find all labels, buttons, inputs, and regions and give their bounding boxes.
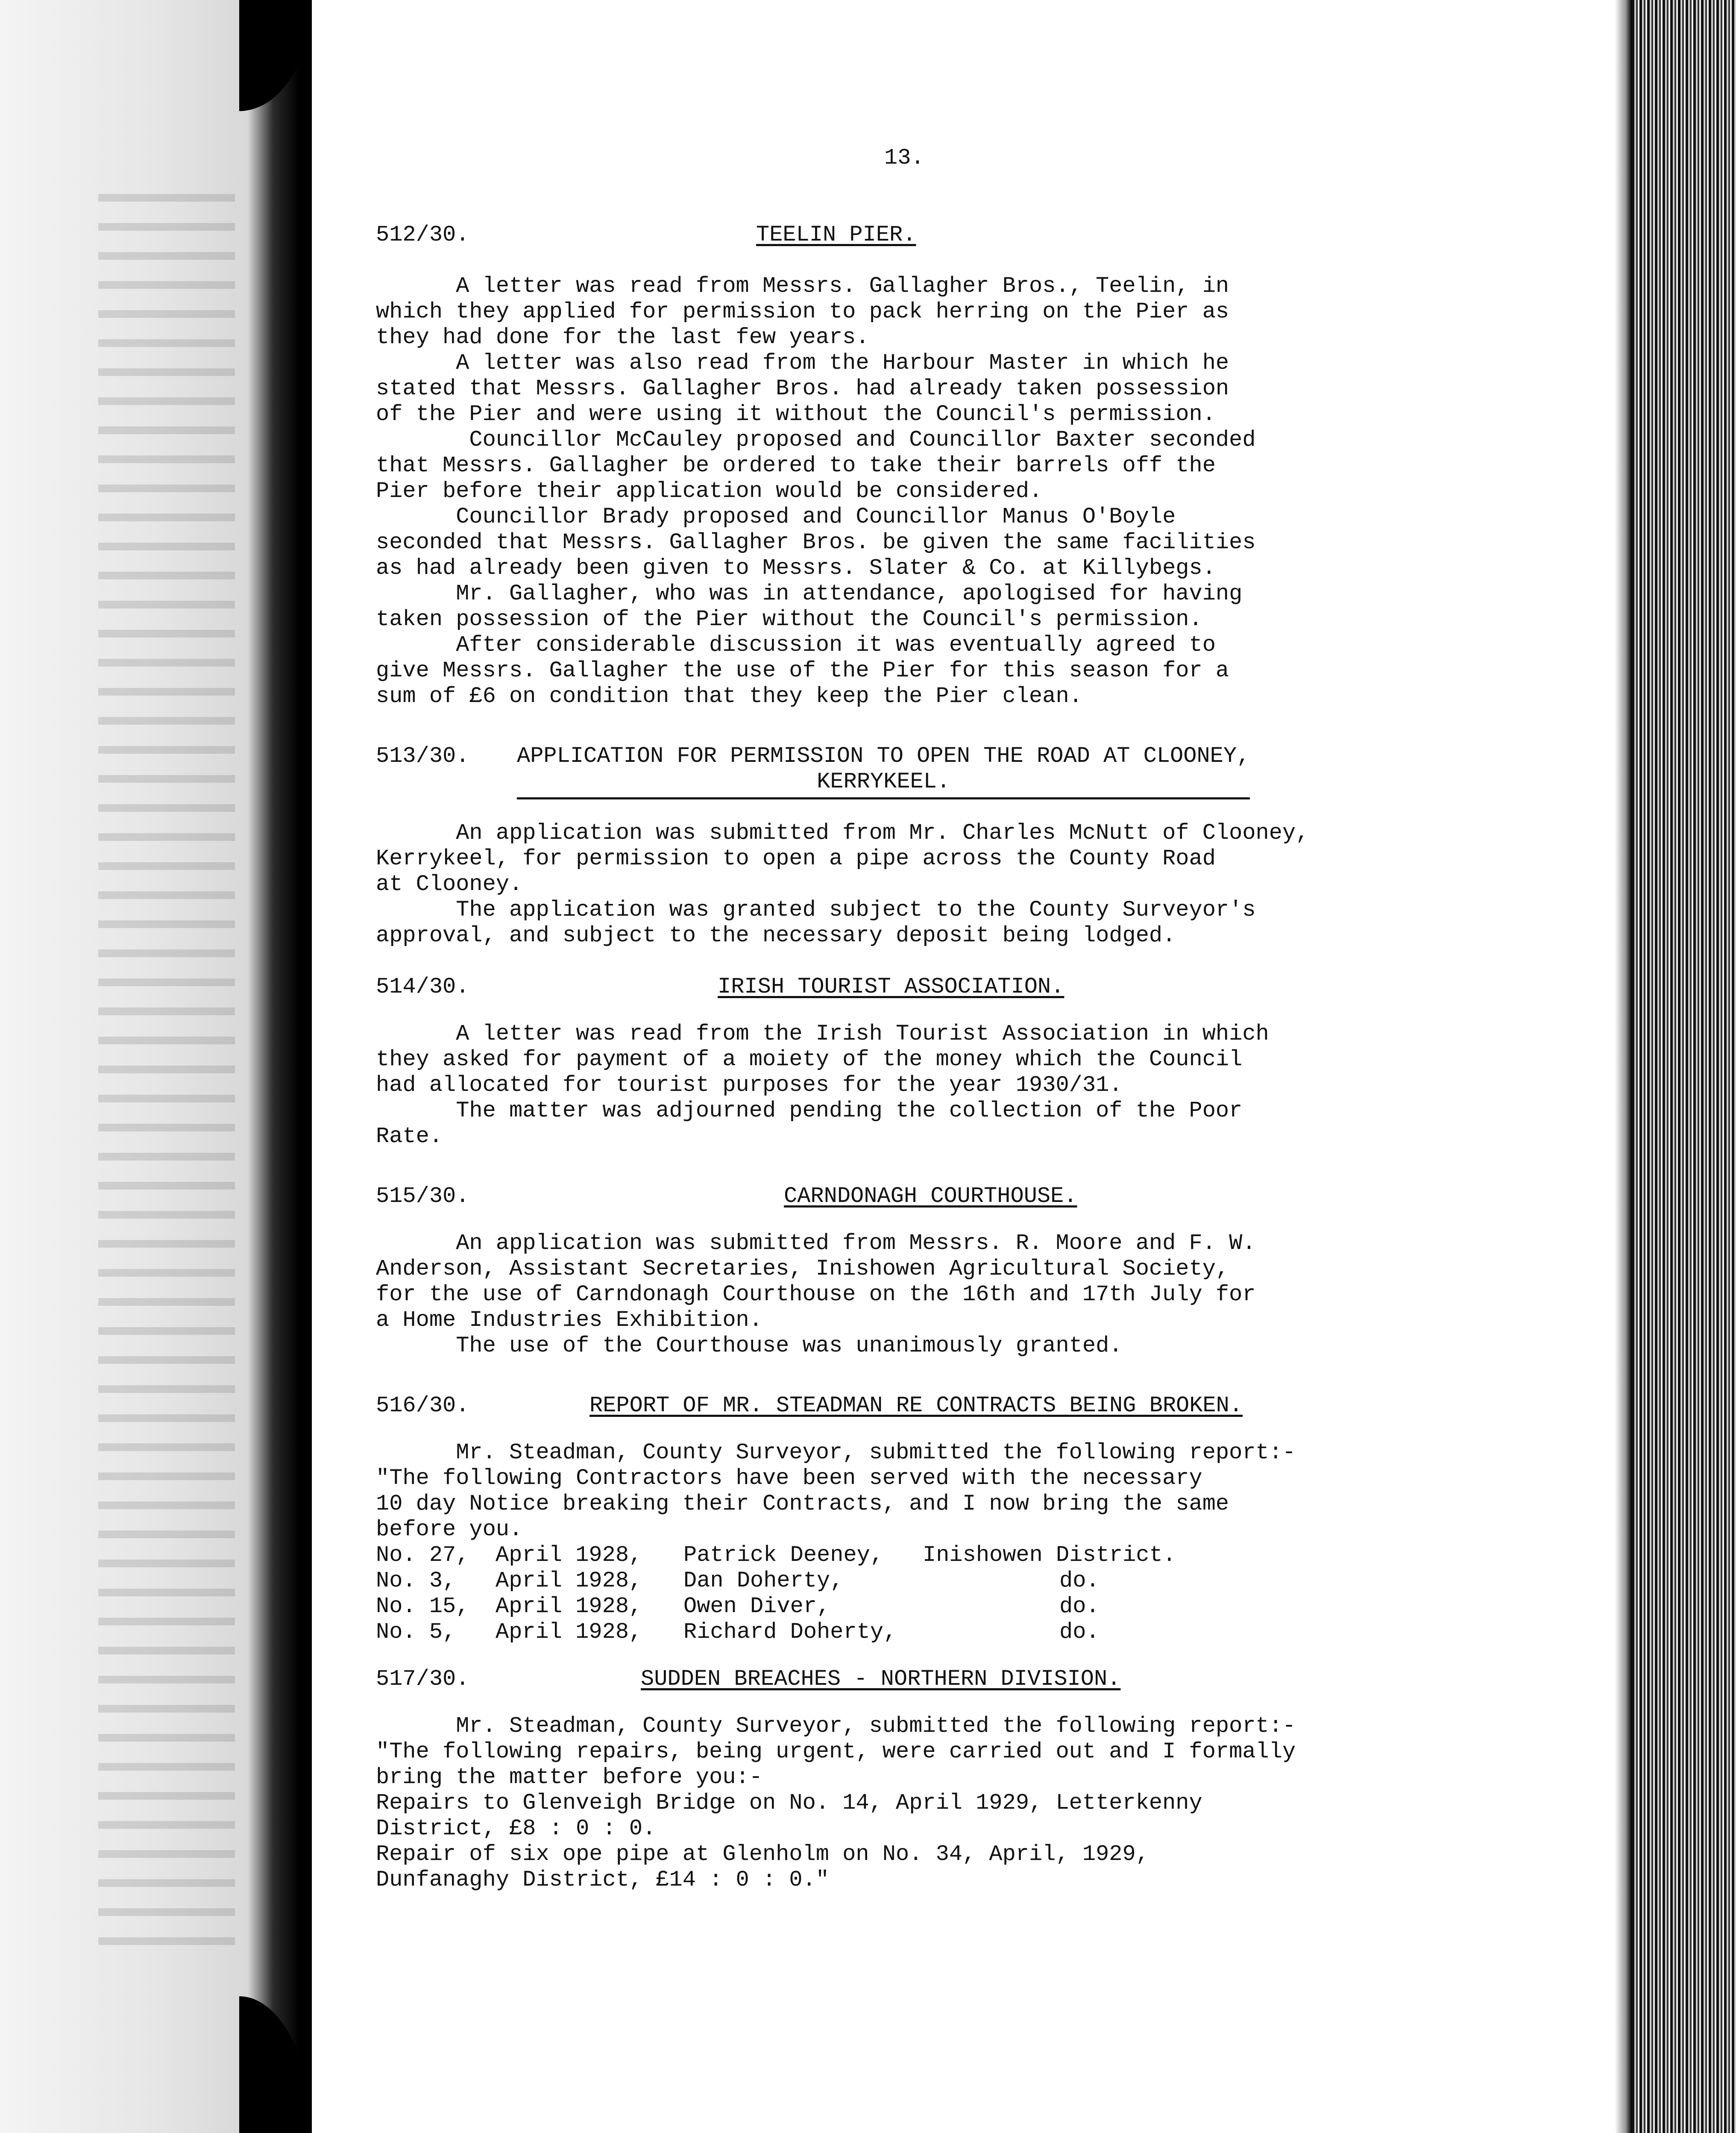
- contract-district: Inishowen District.: [923, 1542, 1176, 1568]
- page-number: 13.: [884, 145, 924, 170]
- text-line: of the Pier and were using it without the Council's permission.: [376, 402, 1216, 427]
- minute-title: IRISH TOURIST ASSOCIATION.: [718, 974, 1064, 999]
- text-line: that Messrs. Gallagher be ordered to take their barrels off the: [376, 453, 1216, 478]
- minute-title: SUDDEN BREACHES - NORTHERN DIVISION.: [641, 1666, 1121, 1692]
- minute-number: 515/30.: [376, 1184, 469, 1209]
- text-line: The matter was adjourned pending the collection of the Poor: [376, 1098, 1243, 1123]
- title-line: APPLICATION FOR PERMISSION TO OPEN THE ROAD AT CLOONEY,: [517, 743, 1250, 769]
- book-pages-edge: [1632, 0, 1736, 2133]
- text-line: bring the matter before you:-: [376, 1765, 762, 1790]
- text-line: Pier before their application would be considered.: [376, 479, 1043, 504]
- text-line: give Messrs. Gallagher the use of the Pier for this season for a: [376, 658, 1229, 683]
- text-line: Repair of six ope pipe at Glenholm on No. 34, April, 1929,: [376, 1842, 1149, 1867]
- contract-number: No. 27,: [376, 1542, 469, 1568]
- contract-row: [376, 1594, 1606, 1619]
- text-line: Mr. Steadman, County Surveyor, submitted the following report:-: [376, 1440, 1296, 1465]
- text-line: they had done for the last few years.: [376, 325, 869, 350]
- contract-district: do.: [1059, 1594, 1100, 1619]
- contract-district: do.: [1059, 1568, 1100, 1593]
- minute-body: [376, 273, 1606, 709]
- text-line: A letter was read from the Irish Tourist Association in which: [376, 1021, 1269, 1046]
- contractor-name: Patrick Deeney,: [683, 1542, 884, 1568]
- contract-date: April 1928,: [496, 1619, 642, 1645]
- text-line: "The following Contractors have been served with the necessary: [376, 1466, 1202, 1491]
- text-line: before you.: [376, 1517, 523, 1542]
- text-line: 10 day Notice breaking their Contracts, and I now bring the same: [376, 1491, 1229, 1516]
- text-line: for the use of Carndonagh Courthouse on the 16th and 17th July for: [376, 1282, 1256, 1307]
- contract-number: No. 15,: [376, 1594, 469, 1619]
- text-line: stated that Messrs. Gallagher Bros. had already taken possession: [376, 376, 1229, 401]
- contract-date: April 1928,: [496, 1594, 642, 1619]
- minute-title: [517, 743, 1250, 799]
- text-line: approval, and subject to the necessary deposit being lodged.: [376, 923, 1176, 948]
- text-line: A letter was read from Messrs. Gallagher Bros., Teelin, in: [376, 273, 1229, 299]
- minute-number: 512/30.: [376, 222, 469, 247]
- contract-district: do.: [1059, 1619, 1100, 1645]
- text-line: sum of £6 on condition that they keep the Pier clean.: [376, 684, 1082, 709]
- minute-number: 513/30.: [376, 743, 469, 769]
- minute-number: 514/30.: [376, 974, 469, 999]
- contract-row: [376, 1619, 1606, 1645]
- text-line: The application was granted subject to the County Surveyor's: [376, 897, 1256, 923]
- text-line: After considerable discussion it was eventually agreed to: [376, 632, 1216, 658]
- minute-body: [376, 1231, 1606, 1359]
- minute-number: 516/30.: [376, 1393, 469, 1418]
- page-edge-shadow: [1615, 0, 1632, 2133]
- text-line: Mr. Gallagher, who was in attendance, apologised for having: [376, 581, 1243, 606]
- text-line: A letter was also read from the Harbour Master in which he: [376, 350, 1229, 376]
- title-underline: [517, 797, 1250, 799]
- text-line: Anderson, Assistant Secretaries, Inishowen Agricultural Society,: [376, 1256, 1229, 1281]
- text-line: The use of the Courthouse was unanimously granted.: [376, 1333, 1123, 1358]
- text-line: An application was submitted from Mr. Charles McNutt of Clooney,: [376, 820, 1309, 846]
- minute-title: TEELIN PIER.: [756, 222, 916, 247]
- contract-row: [376, 1542, 1606, 1568]
- contractor-name: Dan Doherty,: [683, 1568, 844, 1593]
- contract-date: April 1928,: [496, 1568, 642, 1593]
- text-line: seconded that Messrs. Gallagher Bros. be given the same facilities: [376, 530, 1256, 555]
- minute-body: [376, 1021, 1606, 1149]
- contractor-name: Owen Diver,: [683, 1594, 830, 1619]
- text-line: Councillor McCauley proposed and Councillor Baxter seconded: [376, 427, 1256, 452]
- minute-title: REPORT OF MR. STEADMAN RE CONTRACTS BEING BROKEN.: [589, 1393, 1243, 1418]
- minute-body: [376, 1440, 1606, 1645]
- text-line: District, £8 : 0 : 0.: [376, 1816, 656, 1841]
- text-line: a Home Industries Exhibition.: [376, 1307, 762, 1333]
- text-line: Councillor Brady proposed and Councillor Manus O'Boyle: [376, 504, 1176, 529]
- text-line: at Clooney.: [376, 872, 523, 897]
- text-line: which they applied for permission to pack herring on the Pier as: [376, 299, 1229, 324]
- text-line: had allocated for tourist purposes for the year 1930/31.: [376, 1072, 1123, 1098]
- text-line: "The following repairs, being urgent, were carried out and I formally: [376, 1739, 1296, 1764]
- text-line: Repairs to Glenveigh Bridge on No. 14, April 1929, Letterkenny: [376, 1790, 1202, 1816]
- title-line: KERRYKEEL.: [817, 769, 950, 794]
- text-line: An application was submitted from Messrs. R. Moore and F. W.: [376, 1231, 1256, 1256]
- minute-body: [376, 1713, 1606, 1893]
- text-line: as had already been given to Messrs. Slater & Co. at Killybegs.: [376, 555, 1216, 581]
- minute-title: CARNDONAGH COURTHOUSE.: [784, 1184, 1077, 1209]
- contract-date: April 1928,: [496, 1542, 642, 1568]
- contractor-name: Richard Doherty,: [683, 1619, 897, 1645]
- text-line: Kerrykeel, for permission to open a pipe across the County Road: [376, 846, 1216, 871]
- contract-row: [376, 1568, 1606, 1594]
- text-line: they asked for payment of a moiety of the money which the Council: [376, 1047, 1243, 1072]
- minute-number: 517/30.: [376, 1666, 469, 1692]
- bleed-through-text: [98, 179, 235, 1953]
- text-line: taken possession of the Pier without the Council's permission.: [376, 607, 1202, 632]
- text-line: Dunfanaghy District, £14 : 0 : 0.": [376, 1867, 829, 1892]
- contract-number: No. 5,: [376, 1619, 456, 1645]
- text-line: Rate.: [376, 1124, 443, 1149]
- contract-number: No. 3,: [376, 1568, 456, 1593]
- text-line: Mr. Steadman, County Surveyor, submitted the following report:-: [376, 1713, 1296, 1739]
- minute-body: [376, 820, 1606, 949]
